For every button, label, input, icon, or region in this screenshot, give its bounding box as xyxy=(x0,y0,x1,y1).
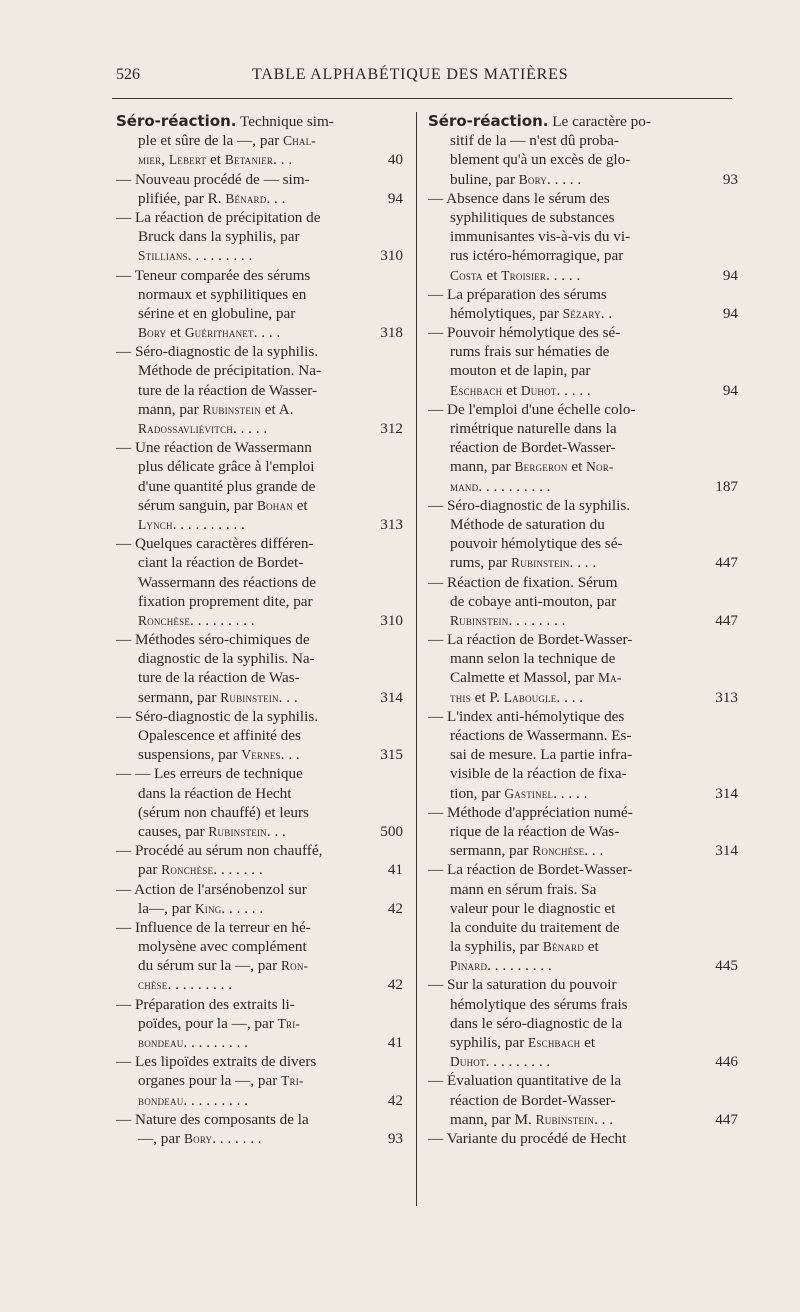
index-entry xyxy=(428,323,738,400)
running-title: TABLE ALPHABÉTIQUE DES MATIÈRES xyxy=(252,66,569,83)
index-entry xyxy=(428,803,738,861)
entry-line: de cobaye anti-mouton, par xyxy=(450,592,617,610)
entry-line: Séro-réaction. Le caractère po- xyxy=(428,112,651,130)
entry-line: Radossavliévitch. . . . . 312 xyxy=(138,420,403,437)
entry-line: mann selon la technique de xyxy=(450,650,616,668)
entry-line: Pinard. . . . . . . . . 445 xyxy=(450,957,738,975)
entry-line: — Variante du procédé de Hecht xyxy=(428,1129,627,1147)
entry-line: poïdes, pour la —, par Tri- xyxy=(138,1014,301,1032)
entry-line: this et P. Labougle. . . . 313 xyxy=(450,688,738,706)
entry-line: Eschbach et Duhot. . . . . 94 xyxy=(450,381,738,399)
entry-line: Duhot. . . . . . . . . 446 xyxy=(450,1053,738,1071)
entry-line: — Séro-diagnostic de la syphilis. xyxy=(116,707,319,725)
entry-line: d'une quantité plus grande de xyxy=(138,477,316,495)
entry-line: organes pour la —, par Tri- xyxy=(138,1072,304,1090)
entry-line: sermann, par Ronchèse. . . 314 xyxy=(450,842,738,860)
entry-line: molysène avec complément xyxy=(138,938,307,956)
entry-line: — La réaction de Bordet-Wasser- xyxy=(428,861,633,879)
entry-line: diagnostic de la syphilis. Na- xyxy=(138,650,315,668)
entry-line: plifiée, par R. Bénard. . . 94 xyxy=(138,189,403,207)
page-reference: 94 xyxy=(722,381,738,399)
entry-line: — Teneur comparée des sérums xyxy=(116,266,311,284)
index-entry xyxy=(116,630,402,707)
entry-line: — La réaction de précipitation de xyxy=(116,208,321,226)
entry-line: mann, par Rubinstein et A. xyxy=(138,400,294,418)
page-reference: 314 xyxy=(715,784,738,802)
index-entry xyxy=(428,496,738,573)
page-reference: 447 xyxy=(715,1110,738,1128)
entry-line: — Préparation des extraits li- xyxy=(116,995,295,1013)
page-reference: 41 xyxy=(387,1034,403,1051)
page-reference: 315 xyxy=(380,746,403,764)
page-reference: 310 xyxy=(380,247,403,265)
entry-line: (sérum non chauffé) et leurs xyxy=(138,803,309,821)
entry-line: normaux et syphilitiques en xyxy=(138,285,307,303)
entry-line: syphilitiques de substances xyxy=(450,208,615,226)
entry-line: sermann, par Rubinstein. . . 314 xyxy=(138,688,403,706)
header-rule xyxy=(112,98,732,99)
entry-line: — Absence dans le sérum des xyxy=(428,189,610,207)
entry-line: visible de la réaction de fixa- xyxy=(450,765,627,783)
entry-line: — Pouvoir hémolytique des sé- xyxy=(428,324,621,342)
entry-line: — De l'emploi d'une échelle colo- xyxy=(428,400,636,418)
index-entry xyxy=(116,1110,402,1148)
index-entry xyxy=(428,1071,738,1129)
entry-line: ciant la réaction de Bordet- xyxy=(138,554,304,572)
entry-line: ple et sûre de la —, par Chal- xyxy=(138,132,316,150)
entry-line: — Méthode d'appréciation numé- xyxy=(428,803,633,821)
entry-line: — Nouveau procédé de — sim- xyxy=(116,170,310,188)
entry-line: mouton et de lapin, par xyxy=(450,362,591,380)
entry-line: Costa et Troisier. . . . . 94 xyxy=(450,266,738,284)
entry-line: Méthode de précipitation. Na- xyxy=(138,362,322,380)
entry-line: — La réaction de Bordet-Wasser- xyxy=(428,631,633,649)
entry-line: Wassermann des réactions de xyxy=(138,573,317,591)
index-entry xyxy=(116,170,402,208)
page-reference: 94 xyxy=(722,304,738,322)
entry-line: fixation proprement dite, par xyxy=(138,592,313,610)
page-reference: 310 xyxy=(380,611,403,629)
index-entry xyxy=(116,764,402,841)
entry-line: — Procédé au sérum non chauffé, xyxy=(116,842,323,860)
entry-line: — Méthodes séro-chimiques de xyxy=(116,631,310,649)
entry-line: sitif de la — n'est dû proba- xyxy=(450,132,619,150)
entry-line: réaction de Bordet-Wasser- xyxy=(450,1091,616,1109)
entry-line: — L'index anti-hémolytique des xyxy=(428,707,625,725)
page-reference: 93 xyxy=(387,1129,403,1147)
entry-line: causes, par Rubinstein. . . 500 xyxy=(138,822,403,840)
entry-line: mier, Lebert et Betanier. . . 40 xyxy=(138,151,403,169)
index-entry xyxy=(428,975,738,1071)
entry-line: — Les lipoïdes extraits de divers xyxy=(116,1053,317,1071)
page-reference: 314 xyxy=(715,842,738,860)
index-entry xyxy=(116,208,402,266)
entry-line: bondeau. . . . . . . . . 42 xyxy=(138,1091,403,1109)
index-entry xyxy=(428,630,738,707)
entry-line: réaction de Bordet-Wasser- xyxy=(450,439,616,457)
entry-line: ture de la réaction de Was- xyxy=(138,669,300,687)
entry-line: valeur pour le diagnostic et xyxy=(450,899,616,917)
page-reference: 312 xyxy=(380,420,403,437)
entry-line: dans la réaction de Hecht xyxy=(138,784,292,802)
index-entry xyxy=(428,860,738,975)
entry-line: blement qu'à un excès de glo- xyxy=(450,151,631,169)
entry-line: Stillians. . . . . . . . . 310 xyxy=(138,247,403,265)
index-entry xyxy=(428,400,738,496)
entry-line: du sérum sur la —, par Ron- xyxy=(138,957,309,975)
entry-line: — Nature des composants de la xyxy=(116,1110,309,1128)
index-entry xyxy=(116,918,402,995)
entry-line: la—, par King. . . . . . 42 xyxy=(138,899,403,917)
page-reference: 445 xyxy=(715,957,738,975)
entry-line: la syphilis, par Bénard et xyxy=(450,938,599,956)
page-reference: 500 xyxy=(380,822,403,840)
index-entry xyxy=(116,707,402,765)
index-entry xyxy=(116,1052,402,1110)
page-reference: 187 xyxy=(715,477,738,495)
entry-line: — Action de l'arsénobenzol sur xyxy=(116,880,307,898)
page-header xyxy=(112,62,732,90)
entry-line: Bory et Guérithanet. . . . 318 xyxy=(138,324,403,342)
entry-line: réactions de Wassermann. Es- xyxy=(450,727,632,744)
entry-line: buline, par Bory. . . . . 93 xyxy=(450,170,738,188)
page-reference: 42 xyxy=(387,1091,403,1109)
page-reference: 313 xyxy=(715,688,738,706)
index-entry xyxy=(428,189,738,285)
page-reference: 94 xyxy=(387,189,403,207)
entry-line: hémolytique des sérums frais xyxy=(450,995,628,1013)
entry-line: Lynch. . . . . . . . . . 313 xyxy=(138,515,403,533)
entry-line: — Séro-diagnostic de la syphilis. xyxy=(116,343,319,361)
index-entry xyxy=(116,995,402,1053)
entry-line: mann, par M. Rubinstein. . . 447 xyxy=(450,1110,738,1128)
right-column xyxy=(428,112,738,1148)
left-column xyxy=(116,112,402,1148)
entry-line: mann, par Bergeron et Nor- xyxy=(450,458,614,476)
index-entry xyxy=(428,707,738,803)
entry-line: pouvoir hémolytique des sé- xyxy=(450,535,623,553)
page-reference: 314 xyxy=(380,688,403,706)
entry-line: plus délicate grâce à l'emploi xyxy=(138,458,315,476)
entry-line: — — Les erreurs de technique xyxy=(116,765,303,783)
entry-line: — Une réaction de Wassermann xyxy=(116,439,312,457)
page-reference: 447 xyxy=(715,554,738,572)
entry-line: bondeau. . . . . . . . . 41 xyxy=(138,1034,403,1051)
entry-line: par Ronchèse. . . . . . . 41 xyxy=(138,861,403,879)
entry-line: suspensions, par Vernes. . . 315 xyxy=(138,746,403,764)
entry-line: sai de mesure. La partie infra- xyxy=(450,746,633,764)
entry-line: tion, par Gastinel. . . . . 314 xyxy=(450,784,738,802)
entry-line: rums frais sur hématies de xyxy=(450,343,610,361)
column-divider xyxy=(416,112,417,1206)
entry-line: syphilis, par Eschbach et xyxy=(450,1034,596,1051)
entry-line: rums, par Rubinstein. . . . 447 xyxy=(450,554,738,572)
page-reference: 446 xyxy=(715,1053,738,1071)
entry-line: Rubinstein. . . . . . . . 447 xyxy=(450,611,738,629)
entry-line: mann en sérum frais. Sa xyxy=(450,880,597,898)
entry-line: dans le séro-diagnostic de la xyxy=(450,1014,623,1032)
entry-line: Bruck dans la syphilis, par xyxy=(138,228,300,246)
entry-line: — Réaction de fixation. Sérum xyxy=(428,573,618,591)
index-entry xyxy=(428,112,738,189)
index-entry xyxy=(116,841,402,879)
entry-line: Calmette et Massol, par Ma- xyxy=(450,669,622,687)
index-entry xyxy=(428,285,738,323)
entry-line: Ronchèse. . . . . . . . . 310 xyxy=(138,611,403,629)
entry-line: immunisantes vis-à-vis du vi- xyxy=(450,228,631,246)
entry-line: sérine et en globuline, par xyxy=(138,304,296,322)
entry-line: Méthode de saturation du xyxy=(450,515,605,533)
entry-line: — Séro-diagnostic de la syphilis. xyxy=(428,496,631,514)
page-reference: 318 xyxy=(380,324,403,342)
entry-line: Opalescence et affinité des xyxy=(138,727,301,744)
entry-line: la conduite du traitement de xyxy=(450,918,620,936)
entry-line: — La préparation des sérums xyxy=(428,285,607,303)
page-number: 526 xyxy=(116,66,140,83)
page-reference: 41 xyxy=(387,861,403,879)
page-reference: 40 xyxy=(387,151,403,169)
page-reference: 42 xyxy=(387,899,403,917)
index-entry xyxy=(116,534,402,630)
entry-line: hémolytiques, par Sézary. . 94 xyxy=(450,304,738,322)
entry-line: rimétrique naturelle dans la xyxy=(450,420,617,437)
page-reference: 447 xyxy=(715,611,738,629)
entry-line: mand. . . . . . . . . . 187 xyxy=(450,477,738,495)
index-entry xyxy=(116,438,402,534)
page-reference: 313 xyxy=(380,515,403,533)
page-reference: 93 xyxy=(722,170,738,188)
entry-line: sérum sanguin, par Bohan et xyxy=(138,496,308,514)
entry-line: —, par Bory. . . . . . . 93 xyxy=(138,1129,403,1147)
entry-line: ture de la réaction de Wasser- xyxy=(138,381,318,399)
entry-line: — Évaluation quantitative de la xyxy=(428,1072,622,1090)
entry-line: rique de la réaction de Was- xyxy=(450,822,620,840)
index-entry xyxy=(428,573,738,631)
index-entry xyxy=(428,1129,718,1148)
entry-line: chèse. . . . . . . . . 42 xyxy=(138,976,403,994)
index-entry xyxy=(116,342,402,438)
page-reference: 42 xyxy=(387,976,403,994)
entry-line: — Quelques caractères différen- xyxy=(116,535,314,553)
entry-line: Séro-réaction. Technique sim- xyxy=(116,112,334,130)
page-reference: 94 xyxy=(722,266,738,284)
index-entry xyxy=(116,112,402,170)
index-entry xyxy=(116,880,402,918)
entry-line: rus ictéro-hémorragique, par xyxy=(450,247,624,265)
entry-line: — Influence de la terreur en hé- xyxy=(116,918,311,936)
index-entry xyxy=(116,266,402,343)
entry-line: — Sur la saturation du pouvoir xyxy=(428,976,617,994)
